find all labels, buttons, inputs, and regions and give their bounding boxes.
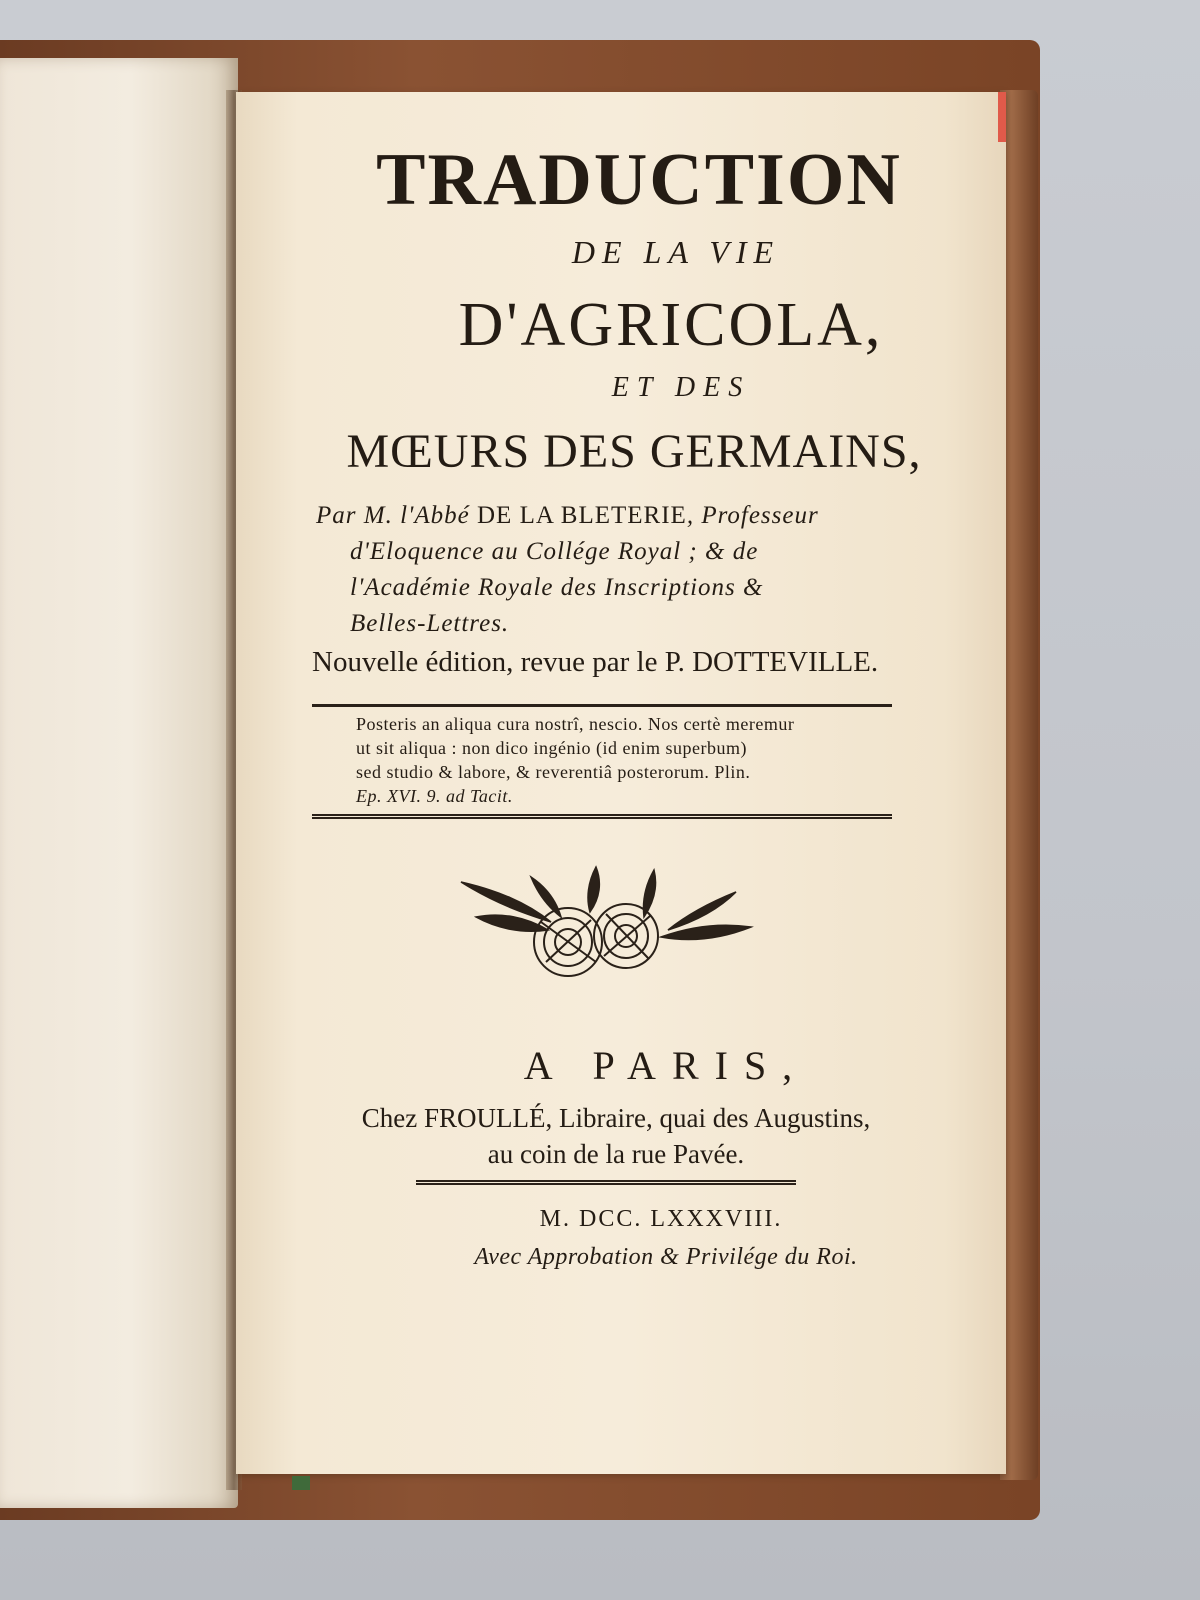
publication-date: M. DCC. LXXXVIII.	[539, 1206, 783, 1232]
second-title: MŒURS DES GERMAINS,	[346, 425, 922, 478]
floral-ornament-icon	[456, 862, 756, 982]
rule-imprint	[416, 1180, 796, 1185]
main-title: TRADUCTION	[376, 139, 902, 221]
subject-title: D'AGRICOLA,	[458, 291, 884, 359]
imprint-block	[296, 1100, 936, 1172]
epigraph-line: Ep. XVI. 9. ad Tacit.	[356, 786, 513, 806]
left-blank-page	[0, 58, 238, 1508]
rule-bottom	[312, 814, 892, 819]
author-line-2: d'Eloquence au Collége Royal ; & de	[350, 538, 759, 565]
author-name: DE LA BLETERIE	[477, 502, 687, 529]
author-title: , Professeur	[686, 502, 819, 529]
author-line-3: l'Académie Royale des Inscriptions &	[350, 574, 764, 601]
author-prefix: Par M. l'Abbé	[316, 502, 470, 529]
subtitle-de-la-vie: DE LA VIE	[571, 234, 781, 270]
author-block	[316, 498, 916, 642]
imprint-line-1: Chez FROULLÉ, Libraire, quai des Augustins,	[361, 1103, 871, 1133]
place-of-publication: A PARIS,	[523, 1043, 809, 1088]
title-page-text	[236, 92, 1006, 1474]
author-line-4: Belles-Lettres.	[350, 610, 510, 637]
author-line-1	[316, 498, 916, 534]
privilege-line: Avec Approbation & Privilége du Roi.	[474, 1244, 858, 1270]
rule-top	[312, 704, 892, 707]
imprint-line-2: au coin de la rue Pavée.	[487, 1139, 745, 1169]
bookmark-ribbon	[292, 1476, 310, 1490]
latin-epigraph	[356, 712, 896, 808]
epigraph-line: Posteris an aliqua cura nostrî, nescio. Nos certè meremur	[356, 714, 795, 734]
epigraph-line: sed studio & labore, & reverentiâ posterorum. Plin.	[356, 762, 751, 782]
conjunction-text: ET DES	[611, 372, 751, 403]
edition-line: Nouvelle édition, revue par le P. DOTTEVILLE.	[312, 646, 879, 678]
epigraph-line: ut sit aliqua : non dico ingénio (id enim superbum)	[356, 738, 747, 758]
